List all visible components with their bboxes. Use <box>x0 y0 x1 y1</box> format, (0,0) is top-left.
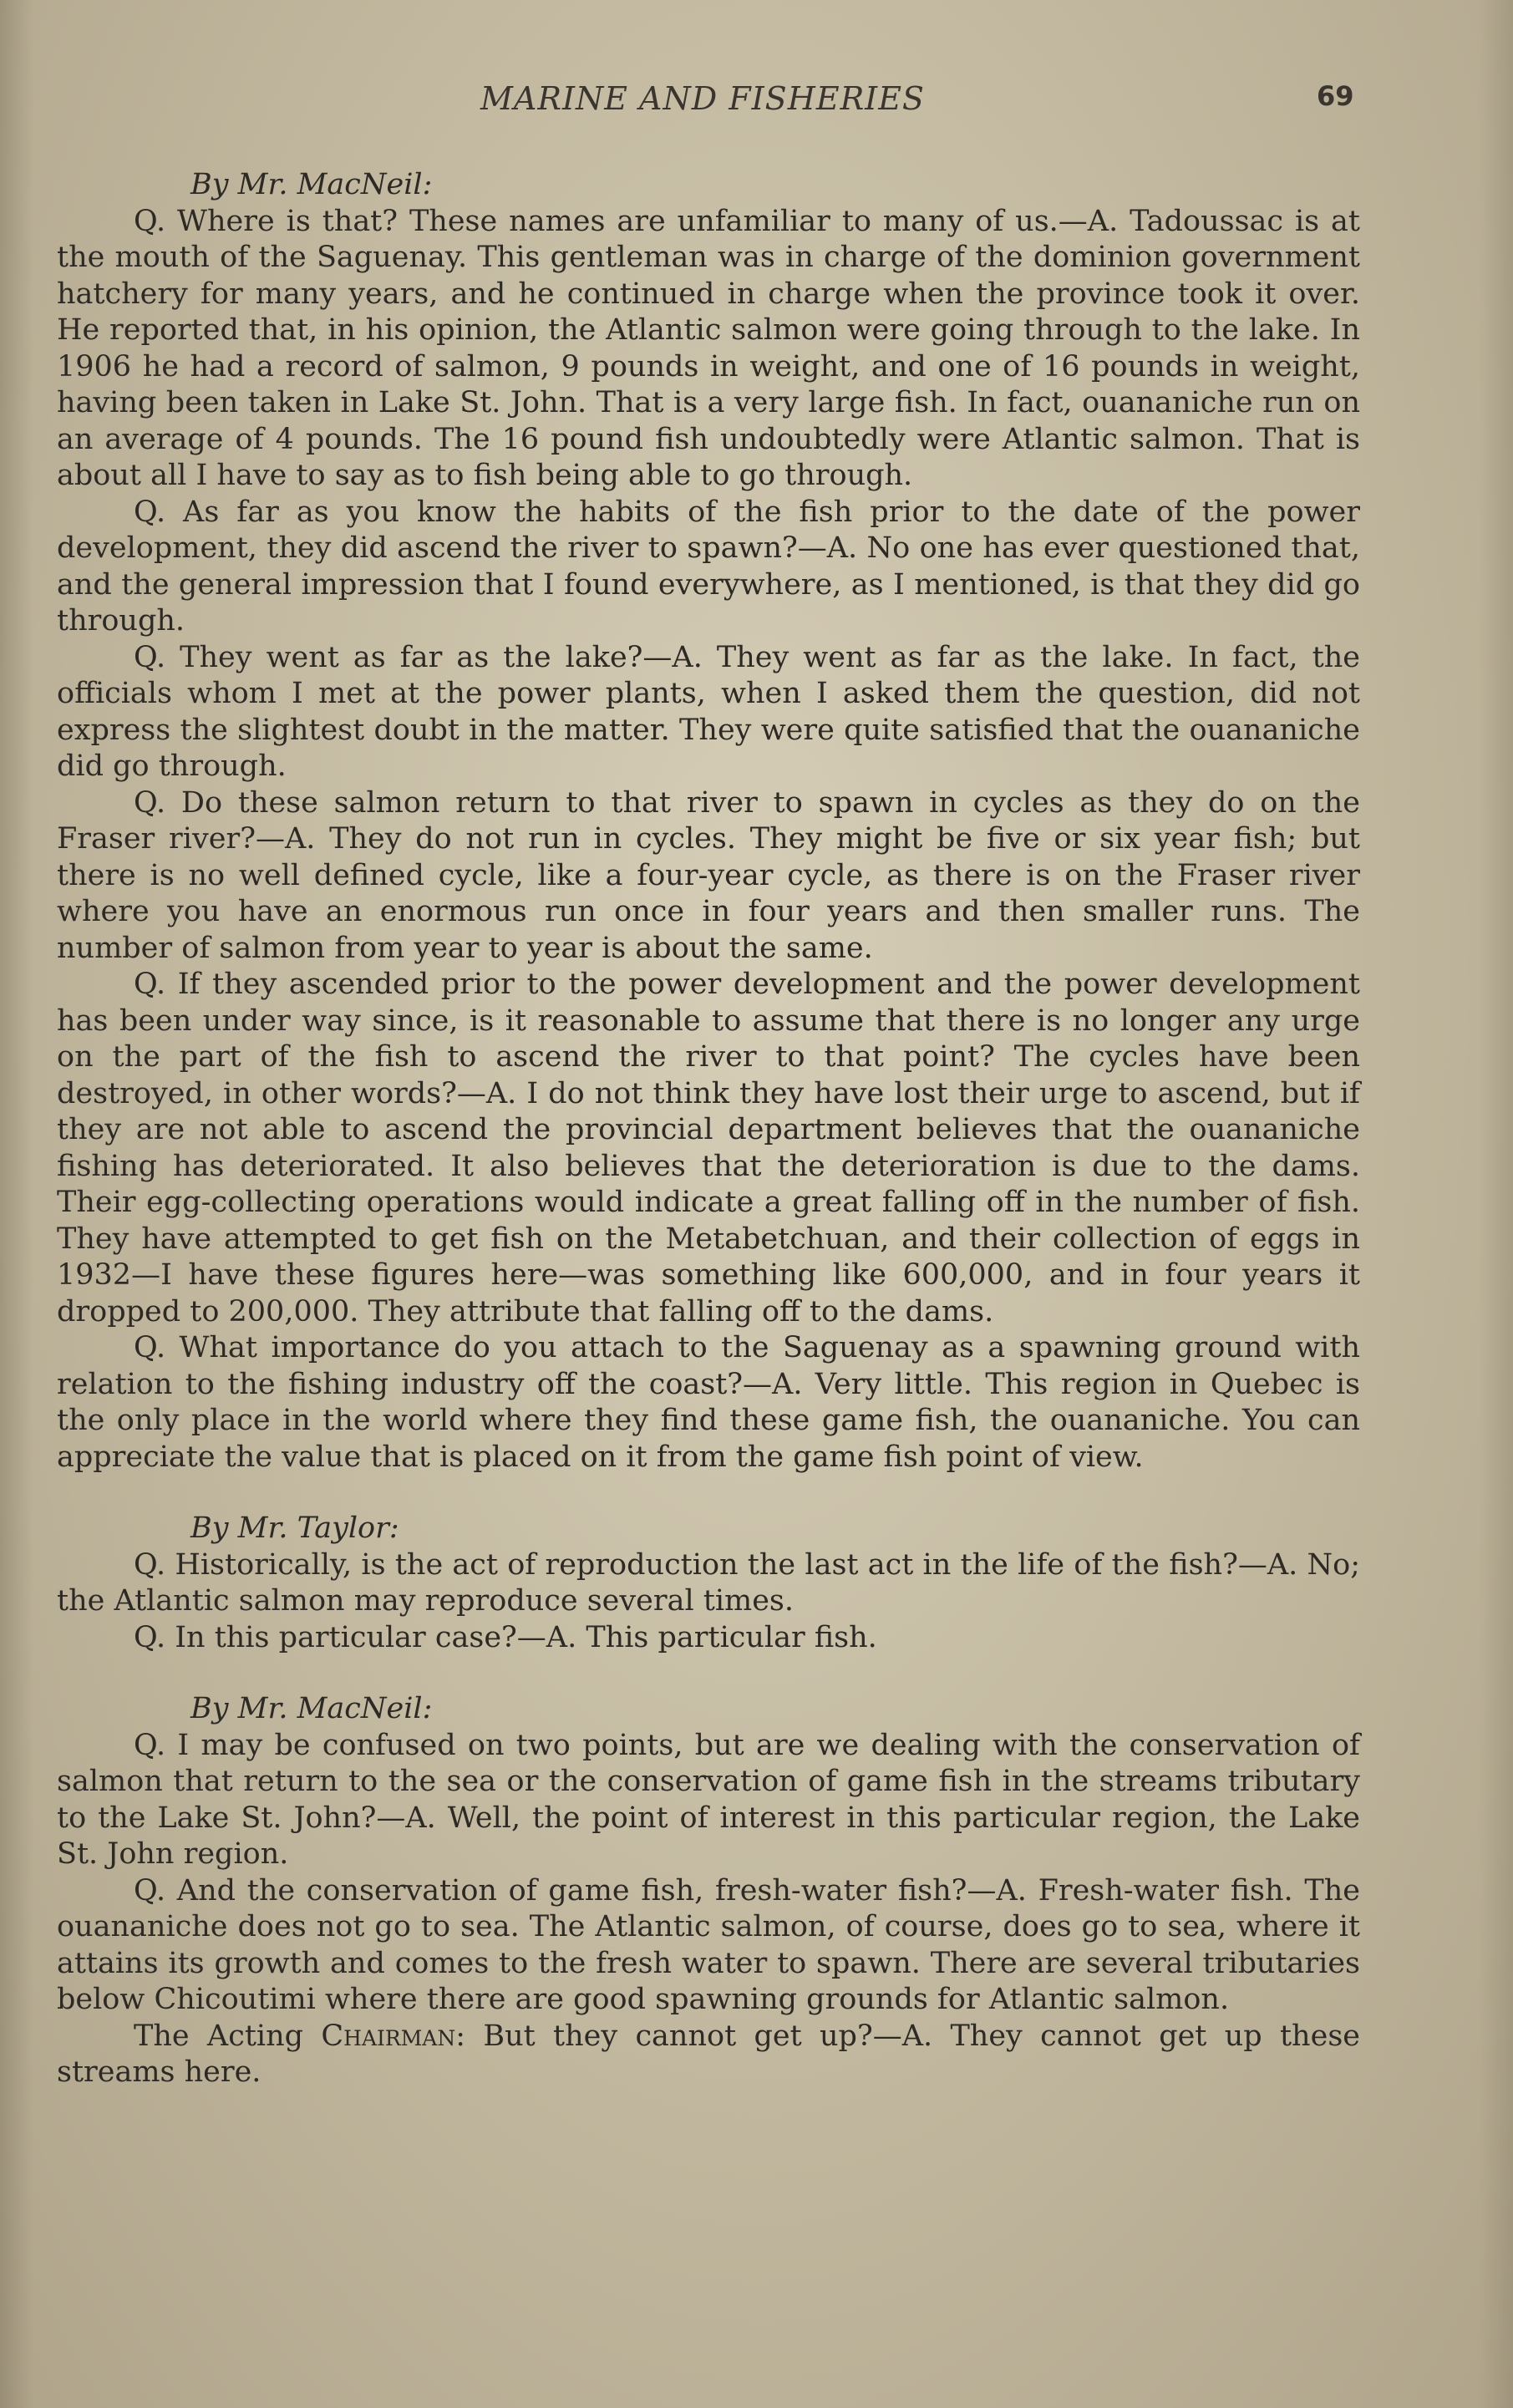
text-run: : But they cannot get up?—A. They cannot get up these streams here. <box>57 2019 1360 2089</box>
paragraph: Q. They went as far as the lake?—A. They went as far as the lake. In fact, the officials whom I met at the power plants, when I asked them the question, did not express the slightest doubt in the matter. They were quite satisfied that the ouananiche did go through. <box>57 640 1360 783</box>
paragraph: Q. And the conservation of game fish, fresh-water fish?—A. Fresh-water fish. The ouananiche does not go to sea. The Atlantic salmon, of course, does go to sea, where it attains its growth and comes to the fresh water to spawn. There are several tributaries below Chicoutimi where there are good spawning grounds for Atlantic salmon. <box>57 1873 1360 2016</box>
paragraph: Q. In this particular case?—A. This particular fish. <box>134 1620 877 1654</box>
paragraph: Q. Where is that? These names are unfamiliar to many of us.—A. Tadoussac is at the mouth of the Saguenay. This gentleman was in charge of the dominion government hatchery for many years, and he continued in charge when the province took it over. He reported that, in his opinion, the Atlantic salmon were going through to the lake. In 1906 he had a record of salmon, 9 pounds in weight, and one of 16 pounds in weight, having been taken in Lake St. John. That is a very large fish. In fact, ouananiche run on an average of 4 pounds. The 16 pound fish undoubtedly were Atlantic salmon. That is about all I have to say as to fish being able to go through. <box>57 204 1360 492</box>
paragraph: Q. Do these salmon return to that river to spawn in cycles as they do on the Fraser river?—A. They do not run in cycles. They might be five or six year fish; but there is no well defined cycle, like a four-year cycle, as there is on the Fraser river where you have an enormous run once in four years and then smaller runs. The number of salmon from year to year is about the same. <box>57 785 1360 965</box>
running-head: MARINE AND FISHERIES <box>480 80 925 117</box>
paragraph: Q. If they ascended prior to the power development and the power development has been under way since, is it reasonable to assume that there is no longer any urge on the part of the fish to ascend the river to that point? The cycles have been destroyed, in other words?—A. I do not think they have lost their urge to ascend, but if they are not able to ascend the provincial department believes that the ouananiche fishing has deteriorated. It also believes that the deterioration is due to the dams. Their egg-collecting operations would indicate a great falling off in the number of fish. They have attempted to get fish on the Metabetchuan, and their collection of eggs in 1932—I have these figures here—was something like 600,000, and in four years it dropped to 200,000. They attribute that falling off to the dams. <box>57 968 1360 1328</box>
paragraph: Q. I may be confused on two points, but are we dealing with the conservation of salmon that return to the sea or the conservation of game fish in the streams tributary to the Lake St. John?—A. Well, the point of interest in this particular region, the Lake St. John region. <box>57 1728 1360 1871</box>
speaker-heading: By Mr. MacNeil: <box>190 1692 433 1725</box>
speaker-heading: By Mr. Taylor: <box>190 1511 399 1545</box>
paragraph: Q. As far as you know the habits of the fish prior to the date of the power development, they did ascend the river to spawn?—A. No one has ever questioned that, and the general impression that I found everywhere, as I mentioned, is that they did go through. <box>57 495 1360 638</box>
paragraph: Q. Historically, is the act of reproduction the last act in the life of the fish?—A. No; the Atlantic salmon may reproduce several times. <box>57 1547 1360 1618</box>
text-run: The Acting <box>134 2019 322 2053</box>
body-text <box>57 167 1360 2091</box>
paragraph: Q. What importance do you attach to the Saguenay as a spawning ground with relation to the fishing industry off the coast?—A. Very little. This region in Quebec is the only place in the world where they find these game fish, the ouananiche. You can appreciate the value that is placed on it from the game fish point of view. <box>57 1331 1360 1474</box>
page-number: 69 <box>1317 80 1354 112</box>
page-header <box>0 80 1513 130</box>
paragraph <box>57 2019 1360 2091</box>
chairman-title: Chairman <box>321 2019 456 2053</box>
speaker-heading: By Mr. MacNeil: <box>190 168 433 201</box>
